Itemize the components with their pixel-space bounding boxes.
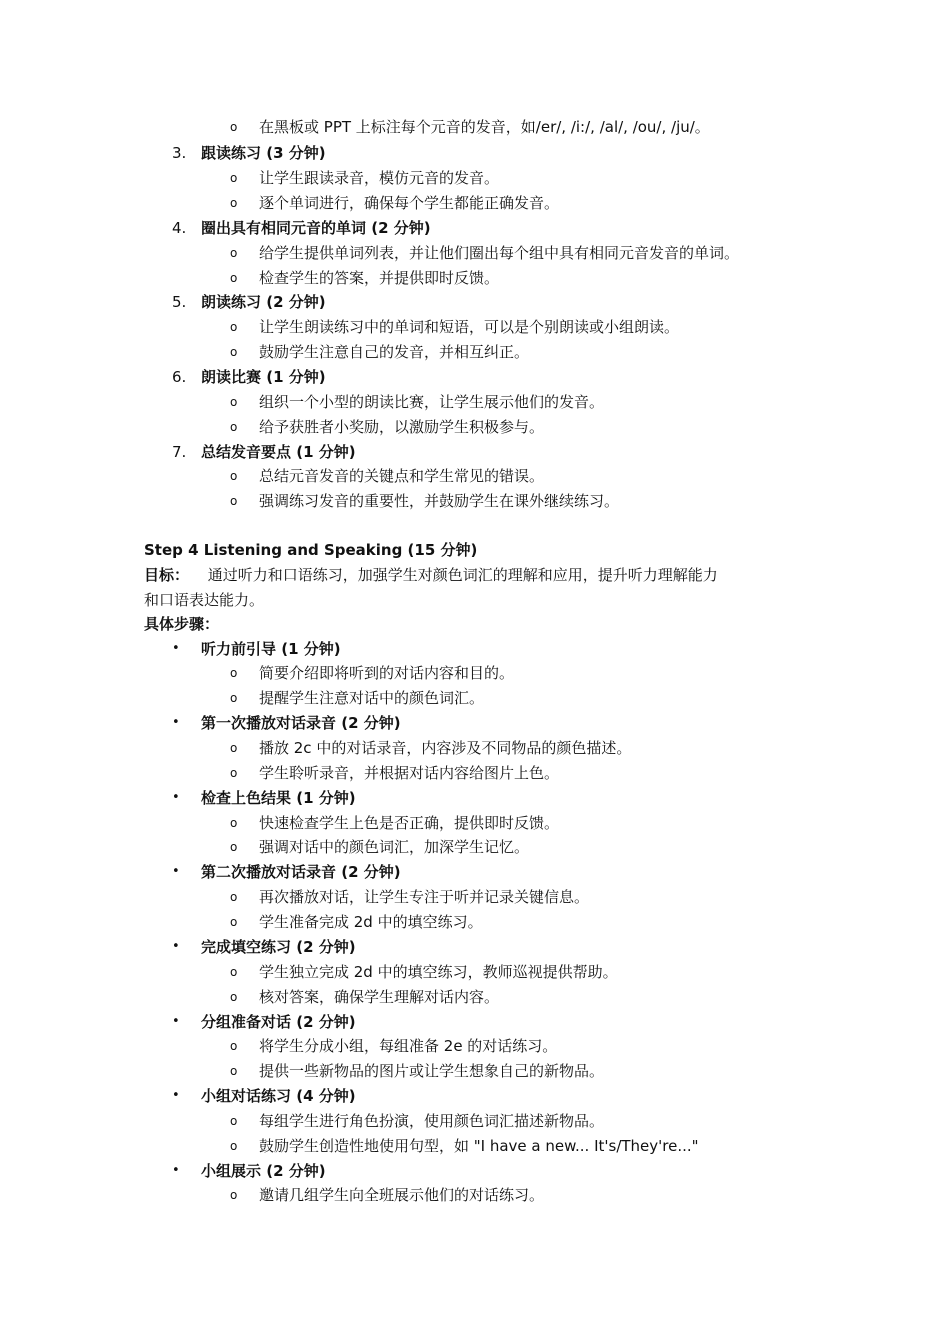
item-title: 跟读练习 (3 分钟)	[201, 144, 326, 162]
sub-bullet-icon: o	[230, 691, 238, 705]
sub-bullet-icon: o	[230, 196, 238, 210]
item-number: 4.	[172, 219, 187, 237]
sub-bullet-icon: o	[230, 965, 238, 979]
bullet-icon: •	[172, 864, 180, 879]
bullet-icon: •	[172, 1014, 180, 1029]
item-title: 检查上色结果 (1 分钟)	[201, 789, 356, 807]
sub-bullet-icon: o	[230, 990, 238, 1004]
item-number: 5.	[172, 293, 187, 311]
sub-bullet-icon: o	[230, 766, 238, 780]
sub-item-text: 简要介绍即将听到的对话内容和目的。	[259, 664, 515, 682]
sub-item-text: 将学生分成小组，每组准备 2e 的对话练习。	[259, 1037, 558, 1055]
item-title: 第一次播放对话录音 (2 分钟)	[201, 714, 401, 732]
item-title: 朗读练习 (2 分钟)	[201, 293, 326, 311]
sub-item-text: 强调练习发音的重要性，并鼓励学生在课外继续练习。	[259, 492, 620, 510]
sub-item-text: 邀请几组学生向全班展示他们的对话练习。	[259, 1186, 545, 1204]
item-title: 完成填空练习 (2 分钟)	[201, 938, 356, 956]
goal-line	[144, 565, 718, 585]
item-title: 听力前引导 (1 分钟)	[201, 640, 341, 658]
sub-bullet-icon: o	[230, 469, 238, 483]
sub-item-text: 再次播放对话，让学生专注于听并记录关键信息。	[259, 888, 590, 906]
sub-bullet-icon: o	[230, 246, 238, 260]
sub-item-text: 学生准备完成 2d 中的填空练习。	[259, 913, 483, 931]
sub-bullet-icon: o	[230, 890, 238, 904]
sub-item-text: 强调对话中的颜色词汇，加深学生记忆。	[259, 838, 530, 856]
sub-bullet-icon: o	[230, 1188, 238, 1202]
sub-item-text: 鼓励学生注意自己的发音，并相互纠正。	[259, 343, 530, 361]
goal-text-continued: 和口语表达能力。	[144, 591, 265, 609]
sub-item-text: 让学生跟读录音，模仿元音的发音。	[259, 169, 500, 187]
sub-item-text: 每组学生进行角色扮演，使用颜色词汇描述新物品。	[259, 1112, 605, 1130]
sub-item-text: 检查学生的答案，并提供即时反馈。	[259, 269, 500, 287]
item-number: 7.	[172, 443, 187, 461]
goal-text: 通过听力和口语练习，加强学生对颜色词汇的理解和应用，提升听力理解能力	[207, 566, 718, 584]
sub-item-text: 核对答案，确保学生理解对话内容。	[259, 988, 500, 1006]
bullet-icon: •	[172, 1088, 180, 1103]
sub-bullet-icon: o	[230, 741, 238, 755]
sub-item-text: 逐个单词进行，确保每个学生都能正确发音。	[259, 194, 560, 212]
sub-item-text: 总结元音发音的关键点和学生常见的错误。	[259, 467, 545, 485]
sub-item-text: 快速检查学生上色是否正确，提供即时反馈。	[259, 814, 560, 832]
sub-item-text: 给予获胜者小奖励，以激励学生积极参与。	[259, 418, 545, 436]
item-title: 总结发音要点 (1 分钟)	[201, 443, 356, 461]
item-title: 小组对话练习 (4 分钟)	[201, 1087, 356, 1105]
sub-bullet-icon: o	[230, 171, 238, 185]
item-title: 圈出具有相同元音的单词 (2 分钟)	[201, 219, 431, 237]
sub-bullet-icon: o	[230, 816, 238, 830]
sub-bullet-icon: o	[230, 494, 238, 508]
sub-bullet-icon: o	[230, 840, 238, 854]
sub-item-text: 组织一个小型的朗读比赛，让学生展示他们的发音。	[259, 393, 605, 411]
section-heading: Step 4 Listening and Speaking (15 分钟)	[144, 541, 478, 559]
bullet-icon: •	[172, 939, 180, 954]
sub-bullet-icon: o	[230, 395, 238, 409]
sub-item-text: 鼓励学生创造性地使用句型，如 "I have a new... It's/They're..."	[259, 1137, 699, 1155]
sub-bullet-icon: o	[230, 1064, 238, 1078]
item-title: 小组展示 (2 分钟)	[201, 1162, 326, 1180]
sub-item-text: 让学生朗读练习中的单词和短语，可以是个别朗读或小组朗读。	[259, 318, 680, 336]
bullet-icon: •	[172, 715, 180, 730]
steps-label: 具体步骤：	[144, 615, 220, 633]
goal-label: 目标：	[144, 566, 190, 584]
sub-bullet-icon: o	[230, 1139, 238, 1153]
item-title: 分组准备对话 (2 分钟)	[201, 1013, 356, 1031]
item-title: 朗读比赛 (1 分钟)	[201, 368, 326, 386]
sub-bullet-icon: o	[230, 1039, 238, 1053]
sub-item-text: 学生独立完成 2d 中的填空练习，教师巡视提供帮助。	[259, 963, 618, 981]
sub-bullet-icon: o	[230, 1114, 238, 1128]
sub-item-text: 学生聆听录音，并根据对话内容给图片上色。	[259, 764, 560, 782]
item-number: 3.	[172, 144, 187, 162]
sub-bullet-icon: o	[230, 915, 238, 929]
sub-item-text: 提供一些新物品的图片或让学生想象自己的新物品。	[259, 1062, 605, 1080]
sub-bullet-icon: o	[230, 120, 238, 134]
sub-bullet-icon: o	[230, 420, 238, 434]
bullet-icon: •	[172, 1163, 180, 1178]
sub-bullet-icon: o	[230, 666, 238, 680]
sub-item-text: 提醒学生注意对话中的颜色词汇。	[259, 689, 485, 707]
sub-bullet-icon: o	[230, 271, 238, 285]
sub-item-text: 在黑板或 PPT 上标注每个元音的发音，如/er/, /i:/, /al/, /ou/, /ju/。	[259, 118, 710, 136]
bullet-icon: •	[172, 641, 180, 656]
bullet-icon: •	[172, 790, 180, 805]
sub-item-text: 给学生提供单词列表，并让他们圈出每个组中具有相同元音发音的单词。	[259, 244, 740, 262]
sub-bullet-icon: o	[230, 345, 238, 359]
sub-item-text: 播放 2c 中的对话录音，内容涉及不同物品的颜色描述。	[259, 739, 632, 757]
item-title: 第二次播放对话录音 (2 分钟)	[201, 863, 401, 881]
item-number: 6.	[172, 368, 187, 386]
sub-bullet-icon: o	[230, 320, 238, 334]
